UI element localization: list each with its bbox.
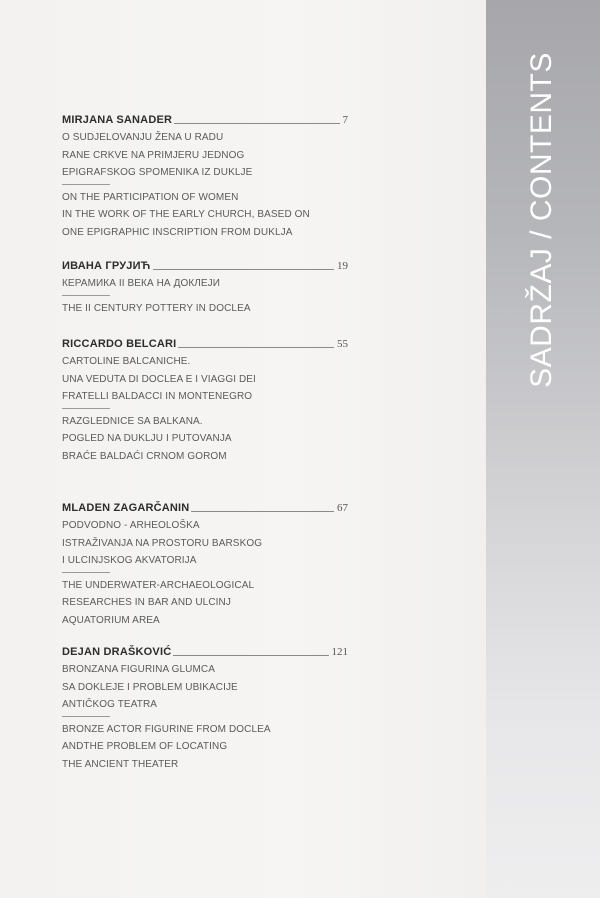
separator (62, 572, 110, 573)
page-number: 19 (337, 260, 348, 272)
toc-entry-header (62, 256, 348, 272)
title-line: ANTIČKOG TEATRA (62, 699, 158, 710)
title-line: RANE CRKVE NA PRIMJERU JEDNOG (62, 149, 245, 161)
translated-title-line: THE ANCIENT THEATER (62, 758, 179, 770)
toc-entry-header (62, 110, 348, 126)
page-number: 55 (337, 338, 348, 350)
toc-entry[interactable] (62, 110, 348, 241)
title-line: UNA VEDUTA DI DOCLEA E I VIAGGI DEI (62, 373, 256, 385)
page-number: 7 (342, 114, 348, 126)
translated-title-line: THE II CENTURY POTTERY IN DOCLEA (62, 302, 251, 314)
translated-title-line: RAZGLEDNICE SA BALKANA. (62, 415, 203, 427)
title-line: I ULCINJSKOG AKVATORIJA (62, 555, 197, 566)
translated-title-line: ONE EPIGRAPHIC INSCRIPTION FROM DUKLJA (62, 226, 293, 238)
dot-leader (178, 347, 334, 348)
title-line: PODVODNO - ARHEOLOŠKA (62, 520, 200, 531)
separator (62, 184, 110, 185)
translated-title-line: ANDTHE PROBLEM OF LOCATING (62, 741, 228, 752)
title-line: CARTOLINE BALCANICHE. (62, 356, 191, 367)
toc-entry-header (62, 498, 348, 514)
translated-title-line: THE UNDERWATER-ARCHAEOLOGICAL (62, 579, 255, 591)
toc-entry[interactable] (62, 498, 348, 629)
page-number: 67 (337, 502, 348, 514)
dot-leader (153, 269, 334, 270)
sidebar-title (522, 52, 562, 388)
sidebar-title-text: SADRŽAJ / CONTENTS (525, 52, 558, 388)
toc-entry-header (62, 334, 348, 350)
title-line: O SUDJELOVANJU ŽENA U RADU (62, 132, 224, 143)
author-name: RICCARDO BELCARI (62, 338, 177, 350)
title-line: SA DOKLEJE I PROBLEM UBIKACIJE (62, 681, 238, 693)
separator (62, 295, 110, 296)
title-line: ISTRAŽIVANJA NA PROSTORU BARSKOG (62, 537, 263, 549)
translated-title-line: BRAĆE BALDAĆI CRNOM GOROM (62, 450, 227, 462)
translated-title-line: RESEARCHES IN BAR AND ULCINJ (62, 597, 231, 608)
translated-title-line: IN THE WORK OF THE EARLY CHURCH, BASED ON (62, 209, 310, 220)
title-line: EPIGRAFSKOG SPOMENIKA IZ DUKLJE (62, 167, 253, 178)
toc-entry[interactable] (62, 256, 348, 317)
title-line: FRATELLI BALDACCI IN MONTENEGRO (62, 391, 253, 402)
title-line: BRONZANA FIGURINA GLUMCA (62, 664, 215, 675)
toc-entry[interactable] (62, 642, 348, 773)
toc-entry[interactable] (62, 334, 348, 465)
author-name: ИВАНА ГРУЈИЋ (62, 260, 151, 272)
toc-entry-header (62, 642, 348, 658)
separator (62, 716, 110, 717)
translated-title-line: BRONZE ACTOR FIGURINE FROM DOCLEA (62, 723, 271, 735)
author-name: MLADEN ZAGARČANIN (62, 502, 190, 514)
translated-title-line: AQUATORIUM AREA (62, 614, 160, 626)
dot-leader (173, 655, 328, 656)
title-line: КЕРАМИКА II ВЕКА НА ДОКЛЕЈИ (62, 278, 221, 289)
author-name: MIRJANA SANADER (62, 114, 173, 126)
dot-leader (191, 511, 334, 512)
translated-title-line: POGLED NA DUKLJU I PUTOVANJA (62, 433, 232, 444)
dot-leader (174, 123, 339, 124)
page-number: 121 (331, 646, 348, 658)
separator (62, 408, 110, 409)
author-name: DEJAN DRAŠKOVIĆ (62, 646, 172, 658)
translated-title-line: ON THE PARTICIPATION OF WOMEN (62, 191, 239, 203)
